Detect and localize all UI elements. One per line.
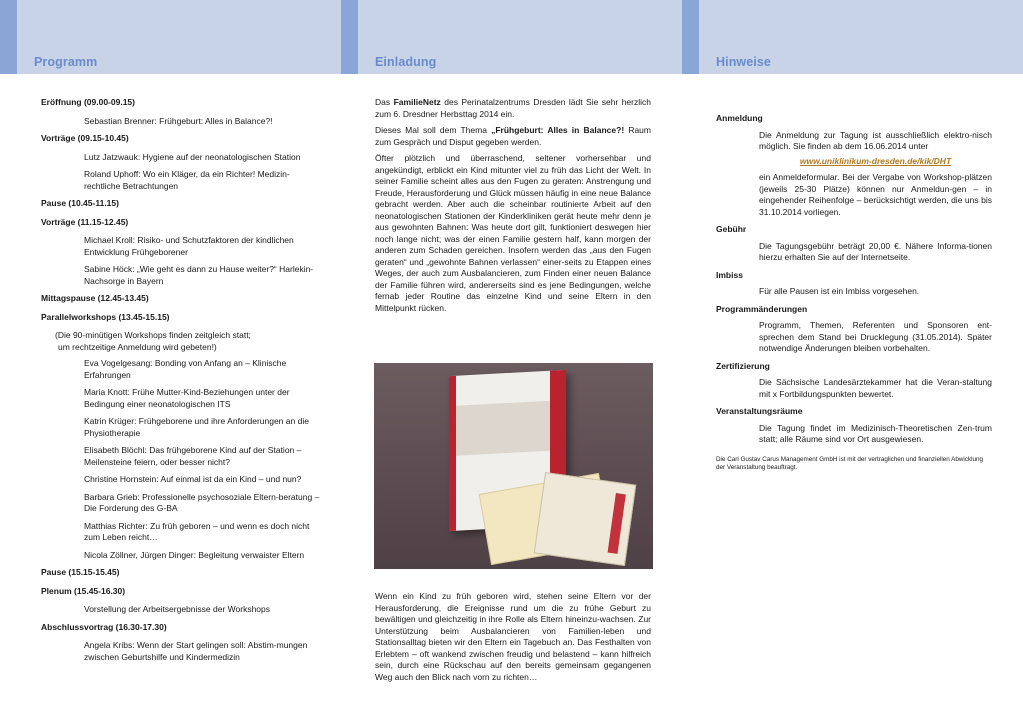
hint-heading: Imbiss [716, 269, 743, 280]
section-heading: Vorträge (11.15-12.45) [41, 216, 129, 227]
hint-heading: Veranstaltungsräume [716, 406, 803, 416]
header-accent-strip [0, 0, 17, 74]
hint-text: Die Anmeldung zur Tagung ist ausschließlich elektro-nisch möglich. Sie finden ab dem 16.06.2014 unter [759, 129, 992, 151]
section-heading: Pause (10.45-11.15) [41, 198, 119, 208]
program-item: Eva Vogelgesang: Bonding von Anfang an – Klinische Erfahrungen [84, 358, 287, 380]
workshop-note [55, 330, 326, 353]
einladung-header [341, 0, 682, 74]
section-heading: Mittagspause (12.45-13.45) [41, 293, 149, 303]
program-item: Nicola Zöllner, Jürgen Dinger: Begleitung verwaister Eltern [84, 549, 305, 560]
section-heading: Abschlussvortrag (16.30-17.30) [41, 621, 167, 632]
header-accent-strip [682, 0, 699, 74]
hint-text: Die Sächsische Landesärztekammer hat die Veran-staltung mit x Fortbildungspunkten bewertet. [759, 377, 992, 399]
workshop-note-line: (Die 90-minütigen Workshops finden zeitgleich statt; [55, 330, 251, 340]
program-item: Elisabeth Blöchl: Das frühgeborene Kind auf der Station – Meilensteine feiern, oder besser nicht? [84, 445, 302, 467]
hinweise-title: Hinweise [716, 55, 771, 69]
theme-bold: „Frühgeburt: Alles in Balance?! [491, 125, 625, 135]
text-span: Raum zum Gespräch und Disput gegeben werden. [375, 125, 651, 147]
text-span: des Perinatalzentrums Dresden lädt Sie sehr herzlich zum 6. Dresdner Herbsttag 2014 ein. [375, 97, 651, 119]
text-span: Das [375, 97, 394, 107]
familienetz-bold: FamilieNetz [393, 97, 441, 107]
program-item: Angela Kribs: Wenn der Start gelingen soll: Abstim-mungen zwischen Geburtshilfe und Kindermedizin [84, 640, 308, 662]
hint-text: Programm, Themen, Referenten und Sponsoren ent-sprechen dem Stand bei Drucklegung (31.05.2014). Später notwendige Änderungen bleiben vorbehalten. [759, 320, 992, 353]
hinweise-column [682, 0, 1023, 716]
body-paragraph: Öfter plötzlich und überraschend, seltener vorhersehbar und angekündigt, erblickt ein Kind mitunter viel zu früh das Licht der Welt. In seiner Familie scheint alles aus den Fugen zu geraten: Anstrengung und Freude, Herausforderung und Glück müssen häufig in eine neue Balance gebracht werden. Aber auch die scheinbar routinierte Arbeit auf den neonatologischen Stationen der Kinderkliniken gerät heute mehr denn je aus gewohnten Bahnen: Was heute dort gilt, funktioniert deswegen hier noch lange nicht; was der einen Familie gestern half, kann morgen der anderen zum Schaden gereichen. Insofern werden das „aus den Fugen geraten“ und „gewohnte Bahnen verlassen“ einer-seits zu Etappen eines Weges, der auch zum Ausbalancieren, zum Finden einer neuen Balance der Familie führen wird, andererseits sind es jene Bedingungen, welche fernab jeder Routine das einzelne Kind und seine Eltern in den Mittelpunkt rücken. [375, 153, 651, 313]
registration-link[interactable]: www.uniklinikum-dresden.de/kik/DHT [799, 155, 952, 166]
program-item: Vorstellung der Arbeitsergebnisse der Workshops [84, 604, 270, 614]
leaflet-image [534, 472, 637, 566]
theme-paragraph [375, 125, 651, 148]
hint-heading: Anmeldung [716, 113, 763, 123]
hint-heading: Programmänderungen [716, 303, 808, 314]
einladung-text [375, 97, 651, 319]
einladung-column [341, 0, 682, 716]
einladung-title: Einladung [375, 55, 437, 69]
section-heading: Eröffnung (09.00-09.15) [41, 97, 135, 107]
program-item: Lutz Jatzwauk: Hygiene auf der neonatologischen Station [84, 151, 301, 162]
programm-list [41, 97, 326, 669]
leaflet-bar [608, 493, 626, 554]
program-item: Michael Kroll: Risiko- und Schutzfaktoren der kindlichen Entwicklung Frühgeborener [84, 235, 294, 257]
closing-paragraph: Wenn ein Kind zu früh geboren wird, stehen seine Eltern vor der Herausforderung, die Ereignisse rund um die zu frühe Geburt zu bewältigen und gleichzeitig in ihre Rolle als Eltern hineinzu-wachsen. Zur Unterstützung beim Ausbalancieren von Familien-leben und Stationsalltag bieten wir den Eltern ein Tagebuch an. Das Festhalten von Erlebtem – oft wankend zwischen freudig und belastend – kann hilfreich sein, durch eine Rückschau auf den bereits gemeinsam gegangenen Weg auch den Blick nach vorn zu richten… [375, 591, 651, 682]
workshop-note-line: um rechtzeitige Anmeldung wird gebeten!) [58, 341, 217, 352]
hint-heading: Zertifizierung [716, 360, 770, 371]
text-span: Dieses Mal soll dem Thema [375, 125, 492, 135]
program-item: Sabine Höck: „Wie geht es dann zu Hause weiter?“ Harlekin-Nachsorge in Bayern [84, 264, 314, 286]
program-item: Matthias Richter: Zu früh geboren – und wenn es doch nicht zum Leben reicht… [84, 520, 310, 542]
hint-text: ein Anmeldeformular. Bei der Vergabe von Workshop-plätzen (jeweils 25-30 Plätze) können nur Anmeldun-gen – in eingehender Reihenfolge – berücksichtigt werden, die uns bis 31.10.2014 vorliegen. [759, 172, 992, 217]
programm-column [0, 0, 341, 716]
section-heading: Parallelworkshops (13.45-15.15) [41, 311, 170, 322]
hint-text: Für alle Pausen ist ein Imbiss vorgesehen. [759, 286, 920, 296]
program-item: Christine Hornstein: Auf einmal ist da ein Kind – und nun? [84, 474, 302, 484]
hinweise-list [716, 113, 992, 473]
section-heading: Plenum (15.45-16.30) [41, 585, 126, 596]
section-heading: Vorträge (09.15-10.45) [41, 133, 129, 143]
header-accent-strip [341, 0, 358, 74]
programm-title: Programm [34, 55, 98, 69]
hint-heading: Gebühr [716, 224, 747, 234]
programm-header [0, 0, 341, 74]
program-item: Katrin Krüger: Frühgeborene und ihre Anforderungen an die Physiotherapie [84, 416, 309, 438]
section-heading: Pause (15.15-15.45) [41, 567, 120, 577]
intro-paragraph [375, 97, 651, 120]
program-item: Barbara Grieb: Professionelle psychosoziale Eltern-beratung – Die Forderung des G-BA [84, 491, 320, 513]
hint-text: Die Tagungsgebühr beträgt 20,00 €. Nähere Informa-tionen hierzu erhalten Sie auf der Internetseite. [759, 240, 992, 262]
hinweise-header [682, 0, 1023, 74]
hint-text: Die Tagung findet im Medizinisch-Theoretischen Zen-trum statt; alle Räume sind vor Ort ausgewiesen. [759, 422, 992, 444]
program-item: Maria Knott: Frühe Mutter-Kind-Beziehungen unter der Bedingung einer neonatologischen ITS [84, 387, 290, 409]
book-photo [374, 363, 653, 569]
program-item: Sebastian Brenner: Frühgeburt: Alles in Balance?! [84, 115, 273, 126]
program-item: Roland Uphoff: Wo ein Kläger, da ein Richter! Medizin-rechtliche Betrachtungen [84, 169, 290, 191]
organizer-note: Die Carl Gustav Carus Management GmbH ist mit der vertraglichen und finanziellen Abwicklung der Veranstaltung beauftragt. [716, 455, 984, 471]
